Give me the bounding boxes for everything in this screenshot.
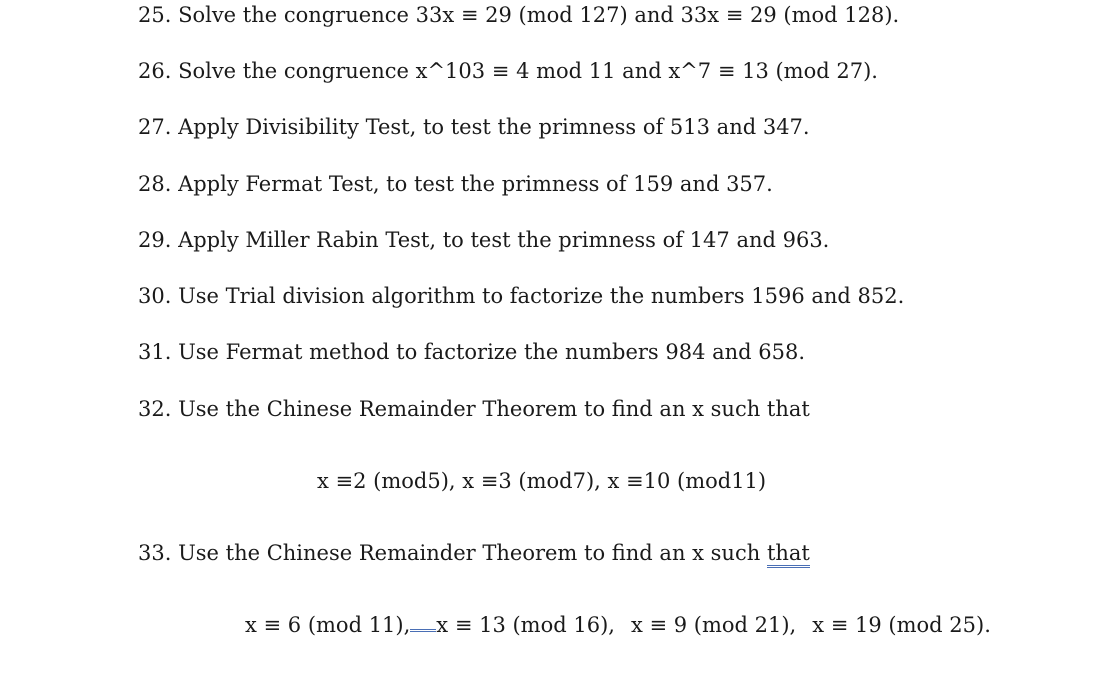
question-27: 27. Apply Divisibility Test, to test the primness of 513 and 347.: [138, 115, 810, 139]
congruence-4: x ≡ 19 (mod 25).: [812, 613, 991, 637]
question-33: [138, 539, 810, 567]
grammar-flag-that[interactable]: that: [767, 541, 810, 568]
question-32-equation: x ≡2 (mod5), x ≡3 (mod7), x ≡10 (mod11): [317, 469, 767, 493]
question-28: 28. Apply Fermat Test, to test the primness of 159 and 357.: [138, 172, 773, 196]
congruence-2: x ≡ 13 (mod 16),: [436, 613, 615, 637]
congruence-3: x ≡ 9 (mod 21),: [630, 613, 797, 637]
question-30: 30. Use Trial division algorithm to factorize the numbers 1596 and 852.: [138, 284, 905, 308]
question-25: 25. Solve the congruence 33x ≡ 29 (mod 127) and 33x ≡ 29 (mod 128).: [138, 3, 900, 27]
question-31: 31. Use Fermat method to factorize the numbers 984 and 658.: [138, 340, 806, 364]
question-33-equation: [245, 611, 991, 639]
congruence-1: x ≡ 6 (mod 11),: [245, 613, 411, 637]
grammar-flag-spacing[interactable]: [410, 629, 436, 632]
question-29: 29. Apply Miller Rabin Test, to test the primness of 147 and 963.: [138, 228, 830, 252]
question-33-text: 33. Use the Chinese Remainder Theorem to find an x such: [138, 541, 767, 565]
question-26: 26. Solve the congruence x^103 ≡ 4 mod 11 and x^7 ≡ 13 (mod 27).: [138, 59, 878, 83]
question-32: 32. Use the Chinese Remainder Theorem to find an x such that: [138, 397, 810, 421]
